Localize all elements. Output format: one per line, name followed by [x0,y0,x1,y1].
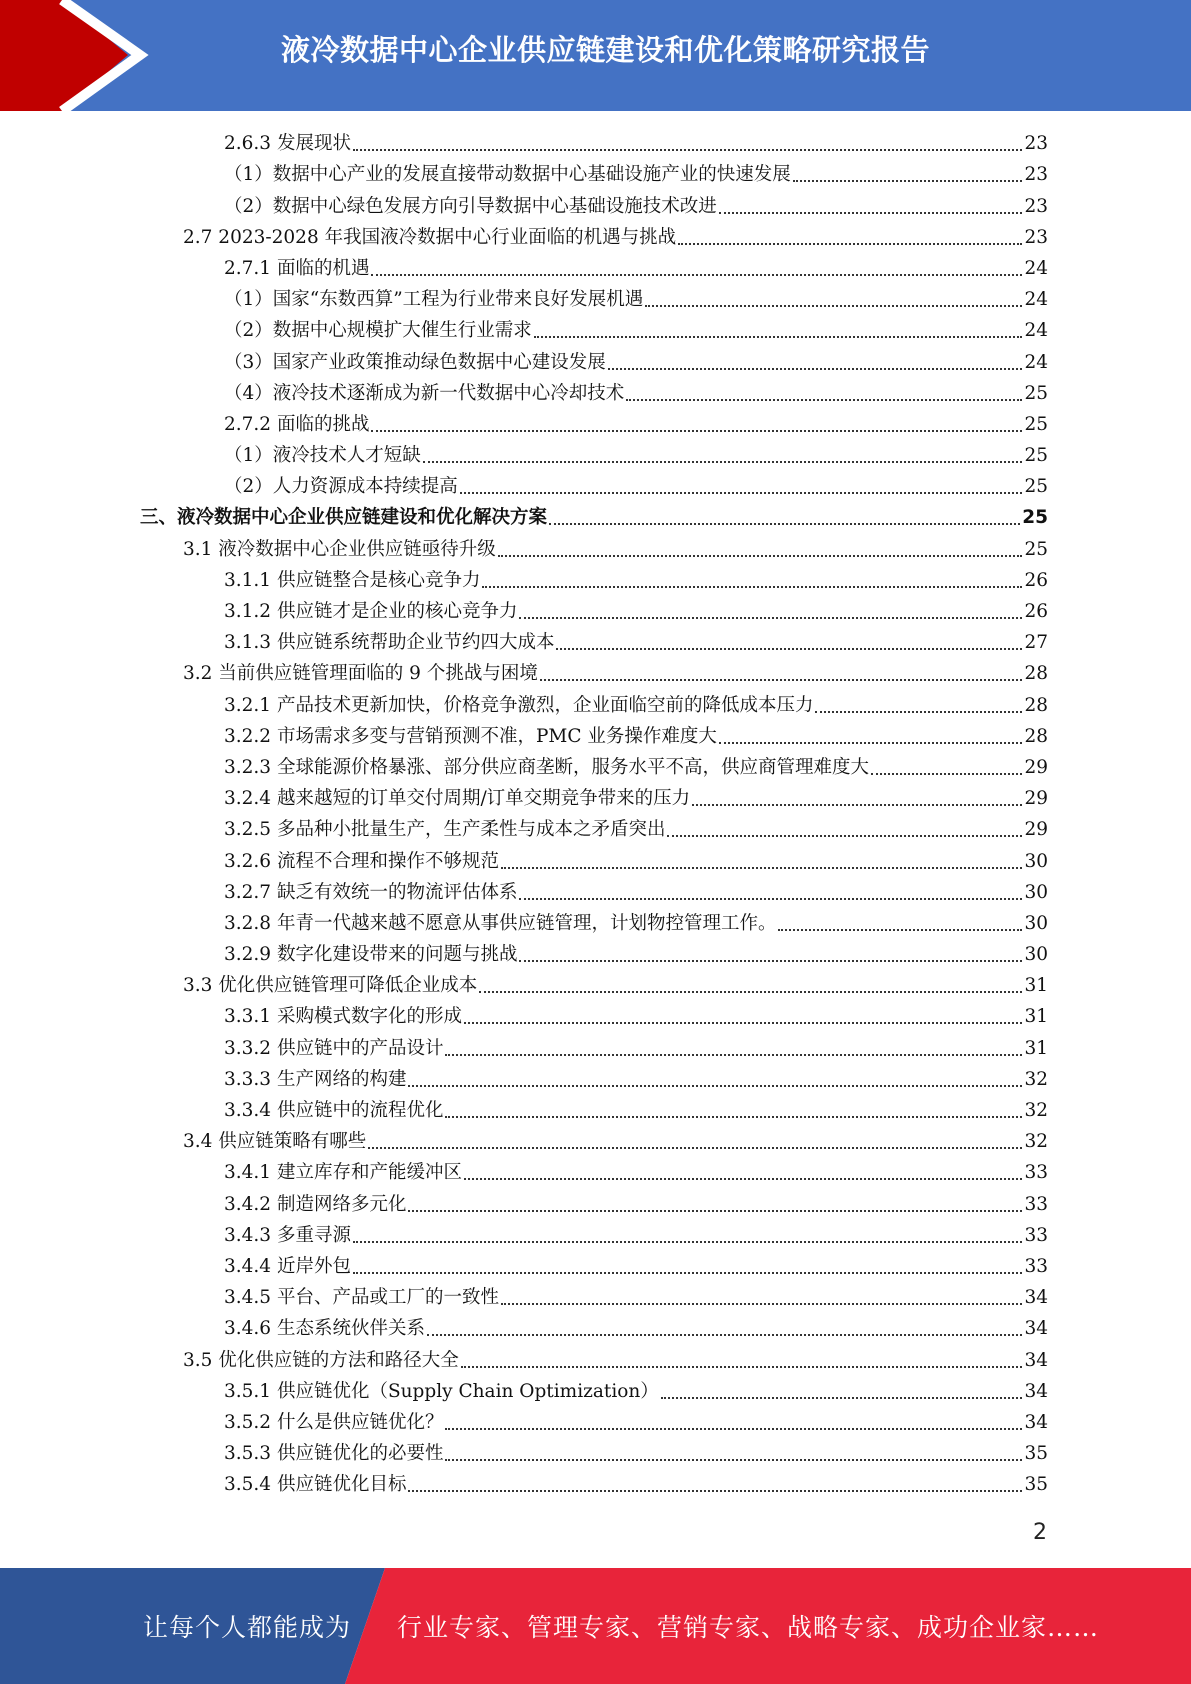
toc-entry-label: 3.4.2 制造网络多元化 [224,1193,407,1215]
toc-entry-page: 34 [1024,1380,1048,1402]
toc-entry-label: 3.4.5 平台、产品或工厂的一致性 [224,1287,499,1309]
toc-entry[interactable] [140,1220,1048,1251]
toc-dot-leader [353,1271,1023,1274]
toc-entry[interactable] [140,1469,1048,1500]
toc-dot-leader [534,335,1023,338]
toc-entry-page: 24 [1024,320,1048,342]
toc-entry-page: 30 [1024,881,1048,903]
toc-dot-leader [479,990,1022,993]
toc-entry-label: 3.4.6 生态系统伙伴关系 [224,1318,425,1340]
toc-entry-page: 34 [1024,1411,1048,1433]
toc-entry[interactable] [140,1157,1048,1188]
toc-entry[interactable] [140,284,1048,315]
toc-entry-page: 30 [1024,944,1048,966]
toc-entry-label: 2.7.2 面临的挑战 [224,413,370,435]
toc-entry-page: 32 [1024,1068,1048,1090]
toc-dot-leader [498,554,1023,557]
toc-dot-leader [719,211,1023,214]
toc-entry-page: 24 [1024,257,1048,279]
toc-entry-label: 3.3 优化供应链管理可降低企业成本 [183,975,478,997]
toc-entry[interactable] [140,565,1048,596]
toc-entry[interactable] [140,689,1048,720]
toc-entry-label: 3.4.3 多重寻源 [224,1224,351,1246]
toc-entry-label: 3.5.3 供应链优化的必要性 [224,1443,444,1465]
toc-entry[interactable] [140,1188,1048,1219]
toc-entry[interactable] [140,939,1048,970]
toc-entry-page: 28 [1024,725,1048,747]
toc-entry-label: 3.2.1 产品技术更新加快，价格竞争激烈，企业面临空前的降低成本压力 [224,694,814,716]
toc-dot-leader [678,242,1022,245]
toc-entry[interactable] [140,783,1048,814]
toc-entry-page: 33 [1024,1162,1048,1184]
toc-entry-label: 3.2.3 全球能源价格暴涨、部分供应商垄断，服务水平不高，供应商管理难度大 [224,756,869,778]
toc-entry-page: 30 [1024,850,1048,872]
toc-entry-page: 33 [1024,1224,1048,1246]
toc-entry-label: 3.3.3 生产网络的构建 [224,1068,407,1090]
toc-dot-leader [464,1021,1022,1024]
toc-entry[interactable] [140,253,1048,284]
toc-entry-label: 3.2.2 市场需求多变与营销预测不准，PMC 业务操作难度大 [224,725,717,747]
toc-entry[interactable] [140,190,1048,221]
page-number: 2 [1033,1520,1047,1545]
toc-entry[interactable] [140,1438,1048,1469]
toc-entry-label: 3.5.1 供应链优化（Supply Chain Optimization） [224,1380,659,1402]
toc-entry-label: 3.2 当前供应链管理面临的 9 个挑战与困境 [183,663,538,685]
toc-dot-leader [519,959,1022,962]
toc-entry-page: 25 [1024,538,1048,560]
toc-entry-label: 3.1 液冷数据中心企业供应链亟待升级 [183,538,496,560]
toc-entry-label: 3.5 优化供应链的方法和路径大全 [183,1349,459,1371]
toc-entry-page: 35 [1024,1474,1048,1496]
toc-entry-page: 29 [1024,819,1048,841]
toc-entry-page: 33 [1024,1193,1048,1215]
toc-entry-page: 27 [1024,632,1048,654]
toc-entry-page: 31 [1024,1006,1048,1028]
toc-entry[interactable] [140,627,1048,658]
toc-entry[interactable] [140,658,1048,689]
footer-slogan-right: 行业专家、管理专家、营销专家、战略专家、成功企业家…… [397,1613,1100,1642]
toc-entry-page: 26 [1024,601,1048,622]
toc-entry-label: 3.1.3 供应链系统帮助企业节约四大成本 [224,632,555,654]
toc-dot-leader [661,1396,1023,1399]
toc-dot-leader [482,585,1022,588]
toc-entry[interactable] [140,1095,1048,1126]
toc-dot-leader [353,1240,1023,1243]
toc-entry-label: 3.1.1 供应链整合是核心竞争力 [224,569,481,591]
toc-entry-label: 3.4.4 近岸外包 [224,1255,351,1277]
toc-entry-label: 3.5.2 什么是供应链优化？ [224,1411,444,1433]
toc-dot-leader [371,429,1022,432]
toc-entry-page: 31 [1024,975,1048,997]
toc-entry-label: （2）数据中心绿色发展方向引导数据中心基础设施技术改进 [224,195,717,217]
page-header [0,0,1191,111]
toc-entry-label: 2.6.3 发展现状 [224,133,351,155]
toc-dot-leader [408,1209,1022,1212]
toc-entry-page: 24 [1024,351,1048,373]
toc-entry[interactable] [140,1251,1048,1282]
toc-entry[interactable] [140,1313,1048,1344]
table-of-contents [140,128,1048,1500]
toc-entry-label: 3.2.6 流程不合理和操作不够规范 [224,850,499,872]
toc-entry-page: 34 [1024,1287,1048,1309]
toc-entry[interactable] [140,128,1048,159]
toc-dot-leader [460,491,1023,494]
toc-entry[interactable] [140,845,1048,876]
toc-entry-label: 3.2.8 年青一代越来越不愿意从事供应链管理，计划物控管理工作。 [224,912,777,934]
toc-entry[interactable] [140,1376,1048,1407]
toc-dot-leader [408,1084,1022,1087]
toc-dot-leader [423,460,1023,463]
toc-entry-page: 23 [1024,226,1048,248]
toc-dot-leader [427,1333,1022,1336]
toc-entry-label: （1）国家“东数西算”工程为行业带来良好发展机遇 [224,289,644,311]
toc-entry[interactable] [140,502,1048,533]
toc-entry-page: 23 [1024,195,1048,217]
toc-entry[interactable] [140,970,1048,1001]
toc-entry-page: 32 [1024,1131,1048,1153]
toc-entry-page: 34 [1024,1349,1048,1371]
toc-entry-label: 3.2.7 缺乏有效统一的物流评估体系 [224,881,518,903]
toc-entry-label: 3.2.9 数字化建设带来的问题与挑战 [224,944,518,966]
toc-entry-page: 28 [1024,663,1048,685]
report-title: 液冷数据中心企业供应链建设和优化策略研究报告 [280,33,930,67]
toc-entry-page: 23 [1024,133,1048,155]
toc-entry[interactable] [140,814,1048,845]
toc-entry-page: 34 [1024,1318,1048,1340]
toc-entry[interactable] [140,378,1048,409]
toc-dot-leader [626,398,1022,401]
toc-dot-leader [793,179,1023,182]
toc-entry-label: 3.2.5 多品种小批量生产，生产柔性与成本之矛盾突出 [224,819,666,841]
toc-entry-label: （3）国家产业政策推动绿色数据中心建设发展 [224,351,606,373]
toc-entry[interactable] [140,596,1048,627]
toc-dot-leader [445,1053,1022,1056]
toc-entry-label: 3.4 供应链策略有哪些 [183,1131,367,1153]
toc-dot-leader [692,803,1022,806]
toc-entry-label: 3.3.1 采购模式数字化的形成 [224,1006,462,1028]
toc-entry-page: 23 [1024,164,1048,186]
toc-entry-label: 3.1.2 供应链才是企业的核心竞争力 [224,601,518,622]
toc-entry-page: 25 [1024,382,1048,404]
toc-dot-leader [519,897,1022,900]
toc-dot-leader [519,616,1022,619]
toc-entry-label: 3.3.4 供应链中的流程优化 [224,1100,444,1121]
toc-entry-page: 25 [1024,476,1048,498]
toc-entry[interactable] [140,159,1048,190]
toc-entry[interactable] [140,471,1048,502]
toc-dot-leader [371,273,1022,276]
toc-entry-page: 31 [1024,1037,1048,1059]
toc-entry-label: （4）液冷技术逐渐成为新一代数据中心冷却技术 [224,382,625,404]
toc-entry-label: 3.2.4 越来越短的订单交付周期/订单交期竞争带来的压力 [224,788,691,810]
toc-entry-page: 25 [1022,507,1048,529]
toc-dot-leader [815,710,1022,713]
toc-entry-label: 2.7.1 面临的机遇 [224,257,370,279]
toc-entry[interactable] [140,222,1048,253]
toc-dot-leader [445,1427,1022,1430]
toc-dot-leader [445,1115,1022,1118]
toc-entry-page: 25 [1024,413,1048,435]
toc-entry[interactable] [140,877,1048,908]
toc-entry-label: 3.4.1 建立库存和产能缓冲区 [224,1162,462,1184]
toc-dot-leader [719,741,1023,744]
toc-entry-label: 2.7 2023-2028 年我国液冷数据中心行业面临的机遇与挑战 [183,226,677,248]
toc-entry-label: 3.5.4 供应链优化目标 [224,1474,407,1496]
toc-entry[interactable] [140,1064,1048,1095]
footer-slogan-left: 让每个人都能成为 [143,1613,352,1642]
toc-dot-leader [445,1458,1022,1461]
toc-entry-label: 3.3.2 供应链中的产品设计 [224,1037,444,1059]
toc-entry[interactable] [140,752,1048,783]
toc-entry[interactable] [140,1001,1048,1032]
page-footer [0,1568,1191,1684]
toc-entry[interactable] [140,1126,1048,1157]
toc-entry[interactable] [140,1282,1048,1313]
toc-entry-page: 29 [1024,756,1048,778]
toc-entry[interactable] [140,440,1048,471]
toc-entry-page: 33 [1024,1255,1048,1277]
toc-entry-label: （1）数据中心产业的发展直接带动数据中心基础设施产业的快速发展 [224,164,791,186]
toc-dot-leader [464,1177,1022,1180]
toc-entry[interactable] [140,346,1048,377]
toc-entry-page: 25 [1024,445,1048,467]
toc-dot-leader [540,678,1023,681]
toc-entry[interactable] [140,1407,1048,1438]
toc-entry[interactable] [140,409,1048,440]
toc-entry-page: 30 [1024,912,1048,934]
toc-entry-page: 32 [1024,1100,1048,1121]
toc-dot-leader [549,522,1020,525]
toc-dot-leader [501,1302,1022,1305]
toc-dot-leader [461,1365,1023,1368]
toc-entry[interactable] [140,533,1048,564]
toc-dot-leader [501,866,1022,869]
toc-dot-leader [408,1489,1022,1492]
toc-dot-leader [645,304,1022,307]
toc-entry-label: （2）人力资源成本持续提高 [224,476,458,498]
toc-entry-label: （2）数据中心规模扩大催生行业需求 [224,320,532,342]
toc-entry[interactable] [140,908,1048,939]
toc-entry-page: 24 [1024,289,1048,311]
toc-entry-page: 26 [1024,569,1048,591]
toc-entry-label: （1）液冷技术人才短缺 [224,445,421,467]
toc-dot-leader [667,834,1022,837]
toc-entry[interactable] [140,315,1048,346]
toc-dot-leader [871,772,1022,775]
toc-dot-leader [556,647,1022,650]
toc-dot-leader [608,367,1023,370]
toc-entry-page: 35 [1024,1443,1048,1465]
toc-dot-leader [353,148,1023,151]
toc-entry[interactable] [140,1344,1048,1375]
toc-entry-label: 三、液冷数据中心企业供应链建设和优化解决方案 [140,507,548,529]
toc-entry-page: 28 [1024,694,1048,716]
toc-dot-leader [778,928,1022,931]
toc-entry[interactable] [140,721,1048,752]
toc-entry-page: 29 [1024,788,1048,810]
toc-entry[interactable] [140,1032,1048,1063]
toc-dot-leader [368,1146,1022,1149]
